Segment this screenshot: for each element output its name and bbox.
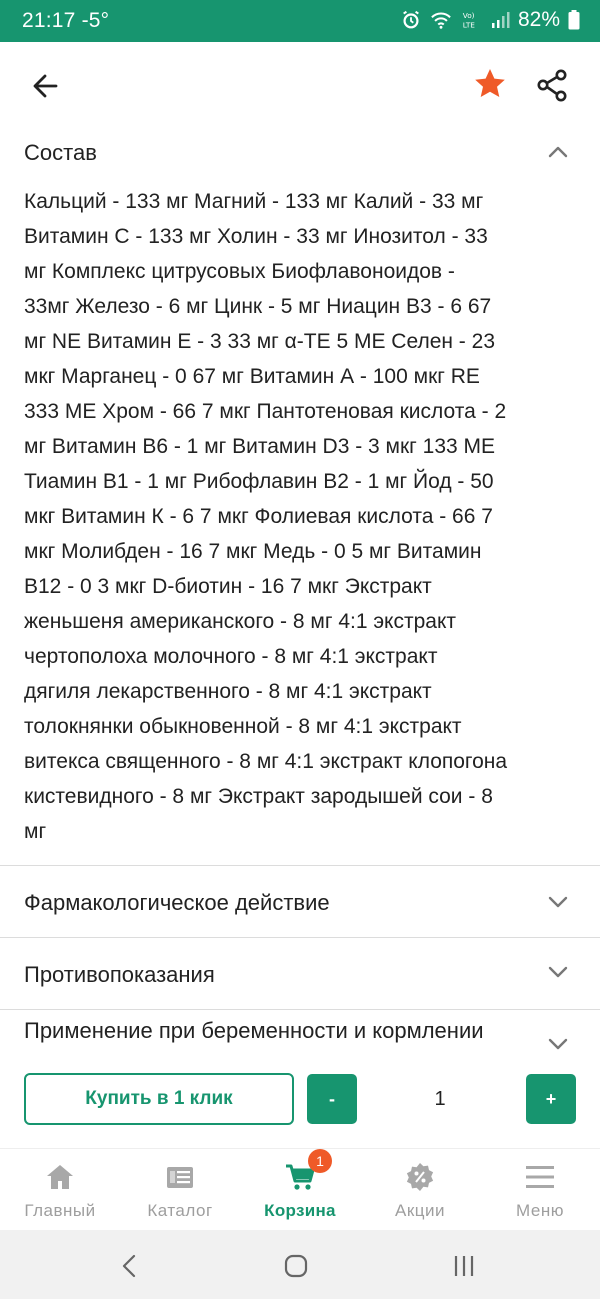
status-icons (400, 8, 580, 32)
nav-back-icon[interactable] (116, 1252, 144, 1280)
tab-label: Главный (24, 1201, 96, 1220)
purchase-bar (0, 1062, 600, 1142)
status-time: 21:17 -5° (22, 9, 110, 32)
status-bar (0, 0, 600, 42)
favorite-star-icon[interactable] (470, 64, 510, 104)
tab-cart[interactable] (240, 1149, 360, 1231)
tab-label: Корзина (264, 1201, 336, 1220)
catalog-icon (164, 1161, 196, 1193)
chevron-down-icon[interactable] (546, 890, 570, 914)
chevron-down-icon[interactable] (546, 1032, 570, 1056)
section-title: Применение при беременности и кормлении (24, 1018, 484, 1043)
tab-label: Меню (516, 1201, 564, 1220)
nav-home-icon[interactable] (282, 1252, 310, 1280)
cart-badge: 1 (308, 1149, 332, 1173)
bottom-tab-bar (0, 1148, 600, 1230)
quantity-decrease-button[interactable]: - (307, 1074, 357, 1124)
section-contraindications-header[interactable] (0, 938, 600, 1008)
chevron-down-icon[interactable] (546, 960, 570, 984)
promo-icon (404, 1161, 436, 1193)
tab-home[interactable] (0, 1149, 120, 1231)
quantity-value: 1 (434, 1088, 446, 1110)
system-nav-bar (0, 1230, 600, 1299)
quantity-increase-button[interactable]: + (526, 1074, 576, 1124)
tab-label: Акции (394, 1201, 445, 1220)
alarm-icon (400, 9, 422, 31)
tab-label: Каталог (147, 1201, 213, 1220)
share-icon[interactable] (532, 66, 572, 106)
tab-catalog[interactable] (120, 1149, 240, 1231)
wifi-icon (430, 10, 452, 30)
section-title: Фармакологическое действие (24, 890, 330, 915)
svg-text:Vo): Vo) (462, 11, 475, 21)
section-composition-header[interactable] (0, 120, 600, 190)
composition-text: Кальций - 133 мг Магний - 133 мг Калий - 33 мг Витамин С - 133 мг Холин - 33 мг Инозитол - 33 мг Комплекс цитрусовых Биофлавоноидов - 33мг Железо - 6 мг Цинк - 5 мг Ниацин В3 - 6 67 мг NE Витамин Е - 3 33 мг α-ТЕ 5 МЕ Селен - 23 мкг Марганец - 0 67 мг Витамин А - 100 мкг RE 333 МЕ Хром - 66 7 мкг Пантотеновая кислота - 2 мг Витамин В6 - 1 мг Витамин D3 - 3 мкг 133 МЕ Тиамин В1 - 1 мг Рибофлавин В2 - 1 мг Йод - 50 мкг Витамин К - 6 7 мкг Фолиевая кислота - 66 7 мкг Молибден - 16 7 мкг Медь - 0 5 мг Витамин В12 - 0 3 мкг D-биотин - 16 7 мкг Экстракт женьшеня американского - 8 мг 4:1 экстракт чертополоха молочного - 8 мг 4:1 экстракт дягиля лекарственного - 8 мг 4:1 экстракт толокнянки обыкновенной - 8 мг 4:1 экстракт витекса священного - 8 мг 4:1 экстракт клопогона кистевидного - 8 мг Экстракт зародышей сои - 8 мг (24, 190, 508, 843)
section-title: Состав (24, 140, 97, 165)
volte-icon (460, 9, 482, 31)
menu-icon (524, 1161, 556, 1193)
back-arrow-icon[interactable] (26, 66, 66, 106)
svg-text:LTE: LTE (462, 20, 475, 30)
chevron-up-icon[interactable] (546, 140, 570, 164)
nav-recents-icon[interactable] (450, 1252, 478, 1280)
buy-one-click-button[interactable]: Купить в 1 клик (24, 1073, 294, 1125)
tab-menu[interactable] (480, 1149, 600, 1231)
battery-percent: 82% (517, 8, 560, 31)
section-pharmacology-header[interactable] (0, 866, 600, 936)
app-bar (0, 42, 600, 126)
section-title: Противопоказания (24, 962, 215, 987)
signal-icon (490, 10, 510, 30)
battery-icon (568, 10, 580, 30)
tab-promotions[interactable] (360, 1149, 480, 1231)
home-icon (44, 1161, 76, 1193)
